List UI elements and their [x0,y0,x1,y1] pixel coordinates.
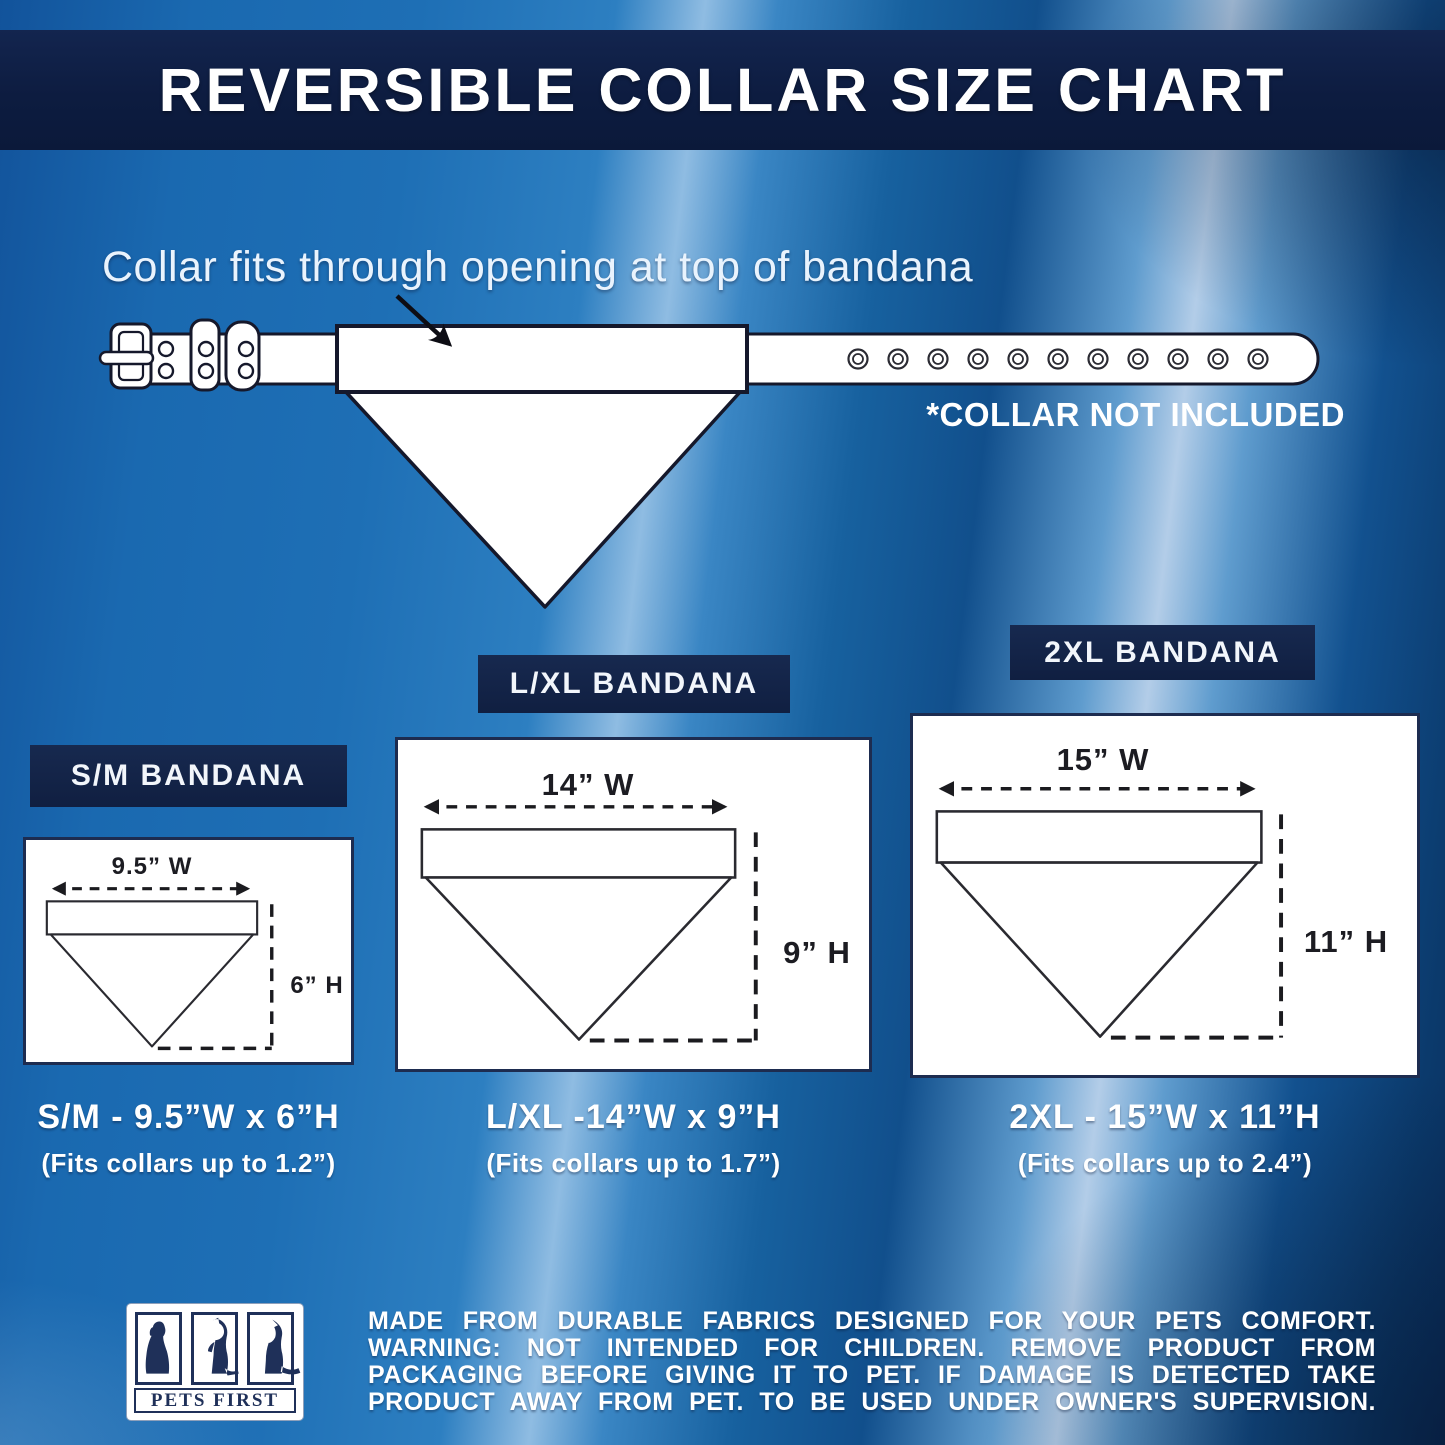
sm-bandana-label: S/M BANDANA [30,745,347,807]
dog-icon-terrier [194,1315,235,1382]
collar-caption: Collar fits through opening at top of bandana [102,243,974,291]
lxl-width-dimension-label: 14” W [541,767,635,802]
disclaimer-line: PACKAGING BEFORE GIVING IT TO PET. IF DAMAGE IS DETECTED TAKE [368,1361,1376,1389]
sm-height-dimension-label: 6” H [290,972,344,999]
lxl-bandana-label: L/XL BANDANA [478,655,790,713]
sm-fits-caption: (Fits collars up to 1.2”) [41,1148,336,1178]
pets-first-logo [127,1304,303,1420]
lxl-diagram-box [395,737,872,1072]
xxl-height-dimension-label: 11” H [1303,924,1389,959]
sm-diagram-box [23,837,354,1065]
xxl-bandana-diagram [913,716,1417,1075]
xxl-diagram-box [910,713,1420,1078]
bandana-sleeve [337,326,747,392]
sm-width-dimension-label: 9.5” W [111,853,193,880]
dog-frame-3 [247,1312,294,1385]
lxl-size-caption: L/XL -14”W x 9”H [486,1098,781,1136]
lxl-height-dimension-label: 9” H [783,935,851,970]
dog-frame-2 [191,1312,238,1385]
sm-size-caption: S/M - 9.5”W x 6”H [37,1098,340,1136]
page-title: REVERSIBLE COLLAR SIZE CHART [158,56,1287,124]
disclaimer-line: MADE FROM DURABLE FABRICS DESIGNED FOR YOUR PETS COMFORT. [368,1307,1376,1335]
xxl-bandana-label: 2XL BANDANA [1010,625,1315,680]
xxl-size-caption: 2XL - 15”W x 11”H [1009,1098,1321,1136]
lxl-fits-caption: (Fits collars up to 1.7”) [486,1148,781,1178]
disclaimer-line: PRODUCT AWAY FROM PET. TO BE USED UNDER OWNER'S SUPERVISION. [368,1388,1376,1416]
collar-note: *COLLAR NOT INCLUDED [926,396,1345,433]
dog-frame-1 [135,1312,182,1385]
xxl-fits-caption: (Fits collars up to 2.4”) [1017,1148,1313,1178]
logo-wordmark: PETS FIRST [134,1388,296,1413]
disclaimer-line: WARNING: NOT INTENDED FOR CHILDREN. REMOVE PRODUCT FROM [368,1334,1376,1362]
collar-buckle-icon [100,324,153,388]
dog-icon-shepherd [250,1315,291,1382]
dog-icon-retriever [138,1315,179,1382]
disclaimer-text [368,1308,1376,1416]
xxl-width-dimension-label: 15” W [1056,742,1150,777]
bandana-triangle [345,391,741,607]
